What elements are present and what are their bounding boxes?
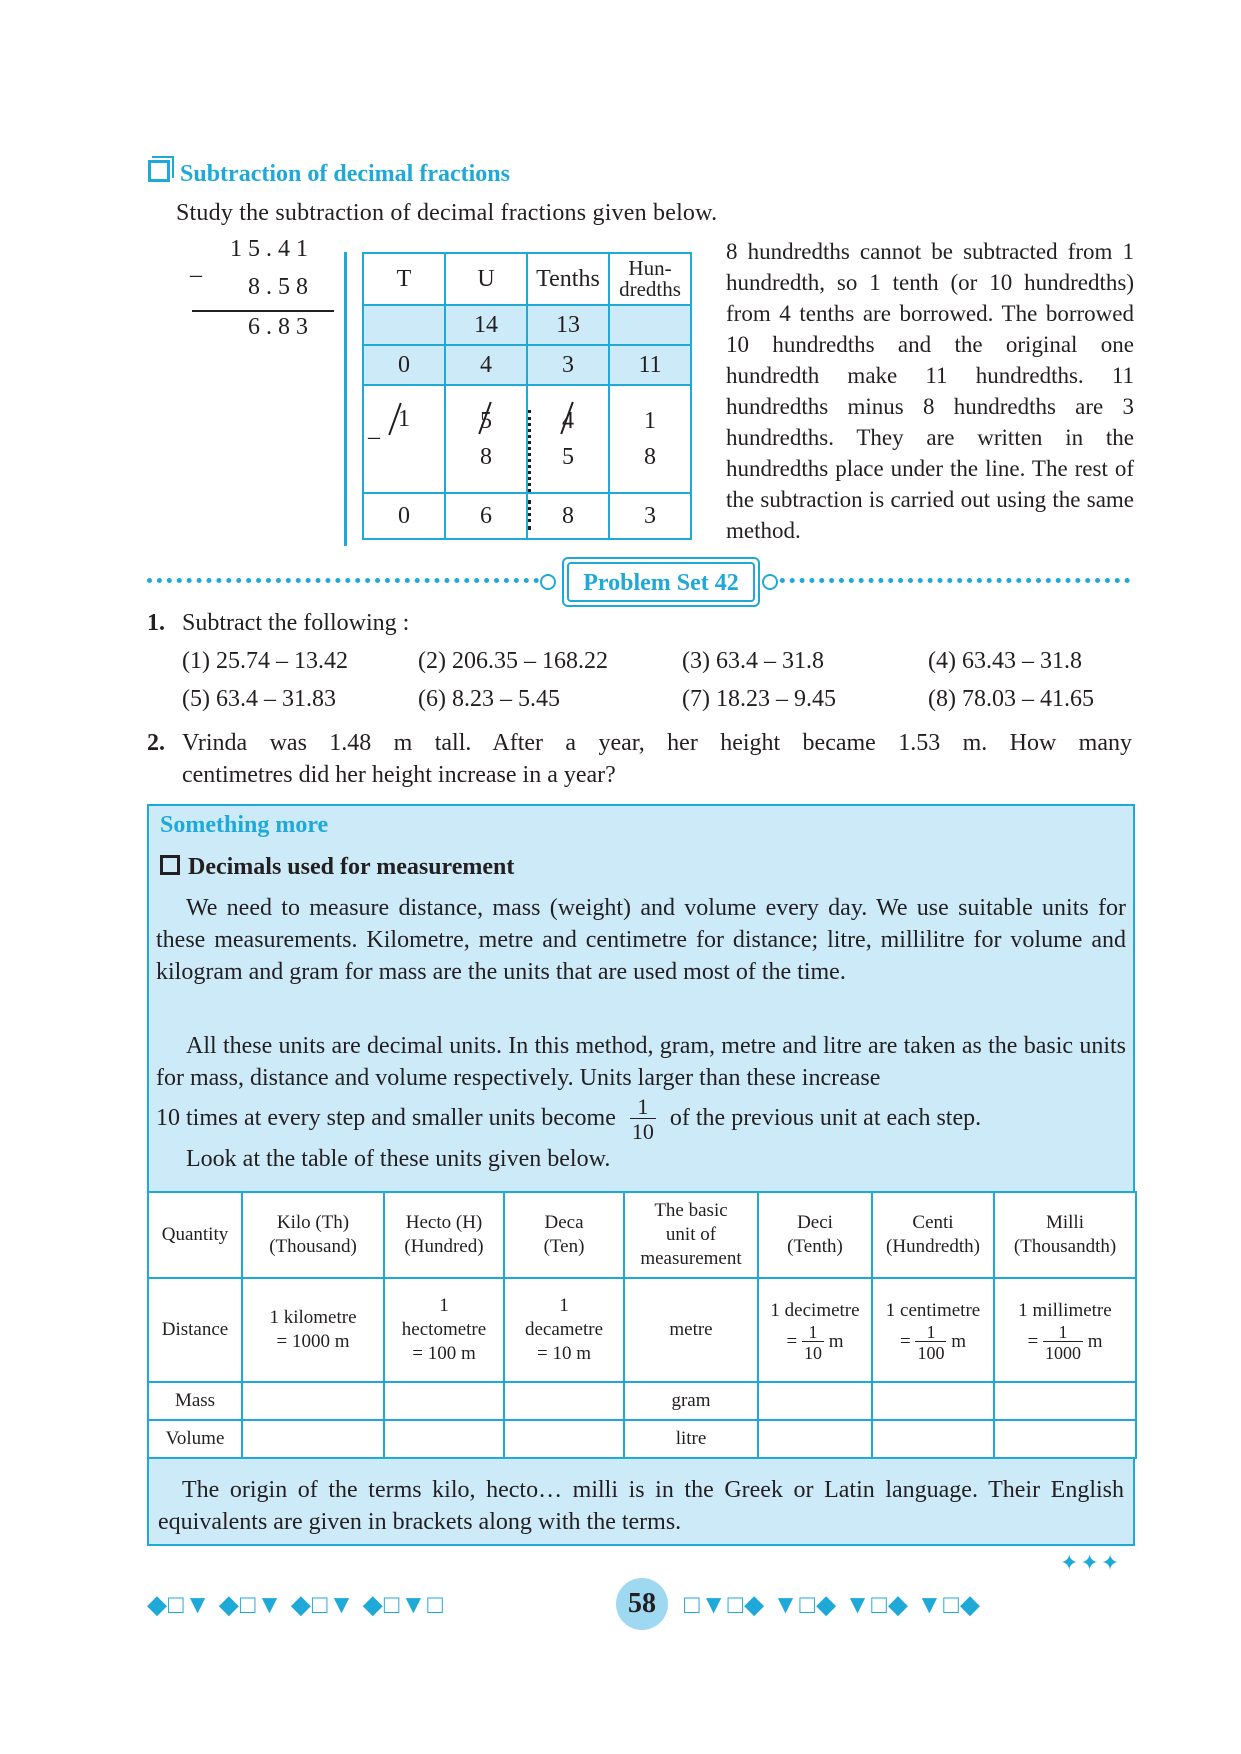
result-cell: 8: [527, 493, 609, 539]
cell-centimetre: 1 centimetre = $\frac{1}{100}$ m: [872, 1278, 994, 1382]
header-hecto: Hecto (H) (Hundred): [384, 1192, 504, 1278]
q2-number: 2.: [147, 730, 165, 756]
divider-left: [147, 578, 549, 588]
subtrahend-digit: 8: [480, 444, 492, 470]
borrow-cell: 13: [527, 305, 609, 345]
header-quantity: Quantity: [148, 1192, 242, 1278]
something-more-title: Something more: [160, 812, 329, 838]
cell-decametre: 1 decametre = 10 m: [504, 1278, 624, 1382]
cell-hectometre: 1 hectometre = 100 m: [384, 1278, 504, 1382]
checkbox-icon: [148, 160, 170, 182]
table-minus-sign: –: [368, 424, 380, 450]
q1-item: (4) 63.43 – 31.8: [928, 648, 1082, 674]
divider-knot-right: [762, 574, 778, 590]
one-tenth-fraction: $\frac{1}{10}$: [631, 1094, 654, 1144]
result-cell: 3: [609, 493, 691, 539]
q1-item: (7) 18.23 – 9.45: [682, 686, 836, 712]
closing-note: The origin of the terms kilo, hecto… milli is in the Greek or Latin language. Their English equivalents are given in brackets along with the terms.: [158, 1477, 1124, 1535]
struck-digit: 4: [562, 408, 574, 434]
para-measurement: [156, 892, 1126, 988]
paragraph-1: We need to measure distance, mass (weight) and volume every day. We use suitable units for these measurements. Kilometre, metre and centimetre for distance; litre, millilitre for volume and kilogram and gram for mass are the units that are used most of the time.: [156, 895, 1126, 985]
q2-line1: Vrinda was 1.48 m tall. After a year, her height became 1.53 m. How many: [182, 730, 1132, 756]
problem-set-title: Problem Set 42: [567, 562, 755, 602]
paragraph-2: All these units are decimal units. In this method, gram, metre and litre are taken as the basic units for mass, distance and volume respectively. Units larger than these increase: [156, 1033, 1126, 1091]
borrow-cell: [609, 305, 691, 345]
place-value-table: [362, 252, 692, 540]
q2-line2: centimetres did her height increase in a year?: [182, 762, 616, 788]
borrow-cell: 3: [527, 345, 609, 385]
stars-ornament: ✦✦✦: [1060, 1550, 1122, 1575]
header-milli: Milli (Thousandth): [994, 1192, 1136, 1278]
cell-metre: metre: [624, 1278, 758, 1382]
operand-cell-units: [445, 385, 527, 493]
row-label-volume: Volume: [148, 1420, 242, 1458]
row-label-mass: Mass: [148, 1382, 242, 1420]
cell-kilometre: 1 kilometre = 1000 m: [242, 1278, 384, 1382]
operand-cell-hundredths: [609, 385, 691, 493]
row-label-distance: Distance: [148, 1278, 242, 1382]
header-basic: The basic unit of measurement: [624, 1192, 758, 1278]
q1-text: Subtract the following :: [182, 610, 410, 636]
header-tens: T: [363, 253, 445, 305]
difference: 6.83: [248, 314, 314, 340]
struck-digit: 1: [398, 405, 410, 432]
header-hundredths-line2: dredths: [619, 277, 681, 301]
fraction-line-text: 10 times at every step and smaller units become: [156, 1105, 616, 1132]
header-hundredths: [609, 253, 691, 305]
para-fraction-line: [156, 1096, 981, 1143]
minus-sign: –: [190, 262, 202, 288]
something-more-subtitle: Decimals used for measurement: [160, 854, 514, 881]
result-cell: 6: [445, 493, 527, 539]
cell-decimetre: 1 decimetre = $\frac{1}{10}$ m: [758, 1278, 872, 1382]
header-deci: Deci (Tenth): [758, 1192, 872, 1278]
q1-item: (1) 25.74 – 13.42: [182, 648, 348, 674]
borrow-cell: 4: [445, 345, 527, 385]
header-units: U: [445, 253, 527, 305]
result-cell: 0: [363, 493, 445, 539]
header-kilo: Kilo (Th) (Thousand): [242, 1192, 384, 1278]
subtrahend-digit: 8: [644, 444, 656, 470]
minuend-digit: 1: [644, 408, 656, 434]
q1-item: (2) 206.35 – 168.22: [418, 648, 608, 674]
q1-number: 1.: [147, 610, 165, 636]
subtrahend: 8.58: [248, 274, 314, 300]
q1-item: (3) 63.4 – 31.8: [682, 648, 824, 674]
page-number: 58: [616, 1578, 668, 1630]
header-hundredths-line1: Hun-: [628, 256, 672, 280]
borrow-cell: [363, 305, 445, 345]
borrow-cell: 0: [363, 345, 445, 385]
cell-gram: gram: [624, 1382, 758, 1420]
header-tenths: Tenths: [527, 253, 609, 305]
q1-item: (6) 8.23 – 5.45: [418, 686, 560, 712]
divider-right: [770, 578, 1130, 588]
minuend: 15.41: [230, 236, 314, 262]
decimal-point-line: [528, 500, 533, 530]
section-title: Subtraction of decimal fractions: [148, 160, 510, 188]
subtraction-line: [192, 310, 334, 312]
checkbox-icon: [160, 855, 180, 875]
q1-item: (5) 63.4 – 31.83: [182, 686, 336, 712]
decimal-point-line: [528, 410, 533, 492]
header-deca: Deca (Ten): [504, 1192, 624, 1278]
q1-item: (8) 78.03 – 41.65: [928, 686, 1094, 712]
section-intro: Study the subtraction of decimal fractions given below.: [176, 200, 718, 226]
borrow-cell: 14: [445, 305, 527, 345]
borrow-cell: 11: [609, 345, 691, 385]
footer-pattern-left: ◆□▼ ◆□▼ ◆□▼ ◆□▼□: [147, 1590, 444, 1619]
header-centi: Centi (Hundredth): [872, 1192, 994, 1278]
cell-litre: litre: [624, 1420, 758, 1458]
table-left-bar: [344, 252, 347, 546]
units-table: [147, 1191, 1137, 1459]
operand-cell-tenths: [527, 385, 609, 493]
problem-set-badge: [562, 557, 760, 607]
fraction-line-text: of the previous unit at each step.: [669, 1105, 982, 1132]
cell-millimetre: 1 millimetre = $\frac{1}{1000}$ m: [994, 1278, 1136, 1382]
footer-pattern-right: □▼□◆ ▼□◆ ▼□◆ ▼□◆: [684, 1590, 981, 1619]
struck-digit: 5: [480, 408, 492, 434]
subtrahend-digit: 5: [562, 444, 574, 470]
para-look-table: Look at the table of these units given below.: [186, 1146, 611, 1172]
divider-knot-left: [540, 574, 556, 590]
para-decimal-units: [156, 1030, 1126, 1094]
explanation-text: 8 hundredths cannot be subtracted from 1 hundredth, so 1 tenth (or 10 hundredths) from 4 tenths are borrowed. The borrowed 10 hundredths and the original one hundredth make 11 hundredths. 11 hundredths minus 8 hundredths are 3 hundredths. They are written in the hundredths place under the line. The rest of the subtraction is carried out using the same method.: [726, 239, 1134, 543]
